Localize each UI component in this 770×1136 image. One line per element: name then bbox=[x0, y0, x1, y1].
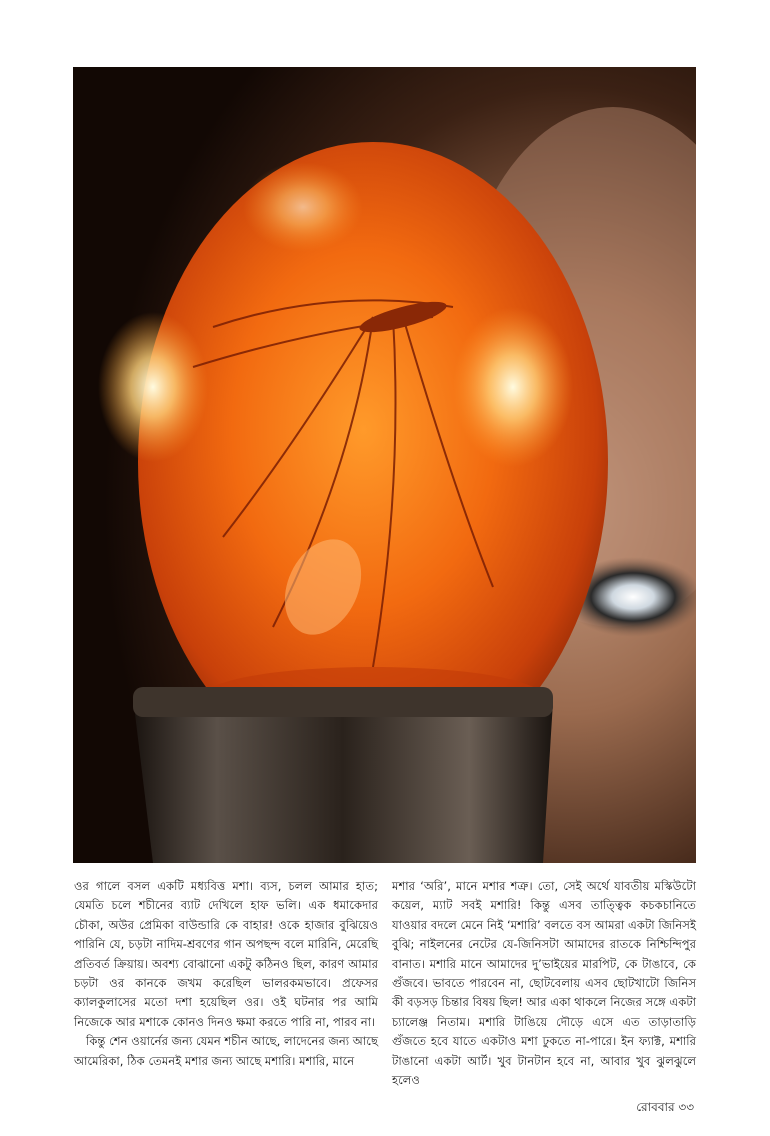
page-folio: রোববার ৩৩ bbox=[636, 1100, 694, 1114]
paragraph: কিন্তু শেন ওয়ার্নের জন্য যেমন শচীন আছে, লাদেনের জন্য আছে আমেরিকা, ঠিক তেমনই মশার জন্য আছে মশারি। মশারি, মানে bbox=[74, 1034, 378, 1068]
article-right-column bbox=[392, 877, 696, 1090]
amber-photo-illustration bbox=[73, 67, 696, 863]
paragraph: ওর গালে বসল একটি মধ্যবিত্ত মশা। ব্যস, চলল আমার হাত; যেমতি চলে শচীনের ব্যাট দেখিলে হাফ ভলি। এক ধমাকেদার চৌকা, অউর প্রেমিকা বাউন্ডারি কে বাহার! ওকে হাজার বুঝিয়েও পারিনি যে, চড়টা নাদিম-শ্রবণের গান অপছন্দ বলে মারিনি, মেরেছি প্রতিবর্ত ক্রিয়ায়। অবশ্য বোঝানো একটু কঠিনও ছিল, কারণ আমার চড়টা ওর কানকে জখম করেছিল ভালরকমভাবে। প্রফেসর ক্যালকুলাসের মতো দশা হয়েছিল ওর। ওই ঘটনার পর আমি নিজেকে আর মশাকে কোনও দিনও ক্ষমা করতে পারি না, পারব না। bbox=[74, 879, 378, 1029]
amber-with-mosquito-photo bbox=[73, 67, 696, 863]
paragraph: মশার ‘অরি’, মানে মশার শত্রু। তো, সেই অর্থে যাবতীয় মস্কিউটো কয়েল, ম্যাট সবই মশারি! কিন্তু এসব তাত্ত্বিক কচকচানিতে যাওয়ার বদলে মেনে নিই ‘মশারি’ বলতে বস আমরা একটা জিনিসই বুঝি; নাইলনের নেটের যে-জিনিসটা আমাদের রাতকে নিশ্চিন্দিপুর বানাত। মশারি মানে আমাদের দু’ভাইয়ের মারপিট, কে টাঙাবে, কে গুঁজবে। ভাবতে পারবেন না, ছোটবেলায় এসব ছোটখাটো জিনিস কী বড়সড় চিন্তার বিষয় ছিল! আর একা থাকলে নিজের সঙ্গে একটা চ্যালেঞ্জ নিতাম। মশারি টাঙিয়ে দৌড়ে এসে এত তাড়াতাড়ি গুঁজতে হবে যাতে একটাও মশা ঢুকতে না-পারে। ইন ফ্যাক্ট, মশারি টাঙানো একটা আর্ট। খুব টানটান হবে না, আবার খুব ঝুলঝুলে হলেও bbox=[392, 879, 696, 1088]
article-left-column bbox=[74, 877, 378, 1071]
